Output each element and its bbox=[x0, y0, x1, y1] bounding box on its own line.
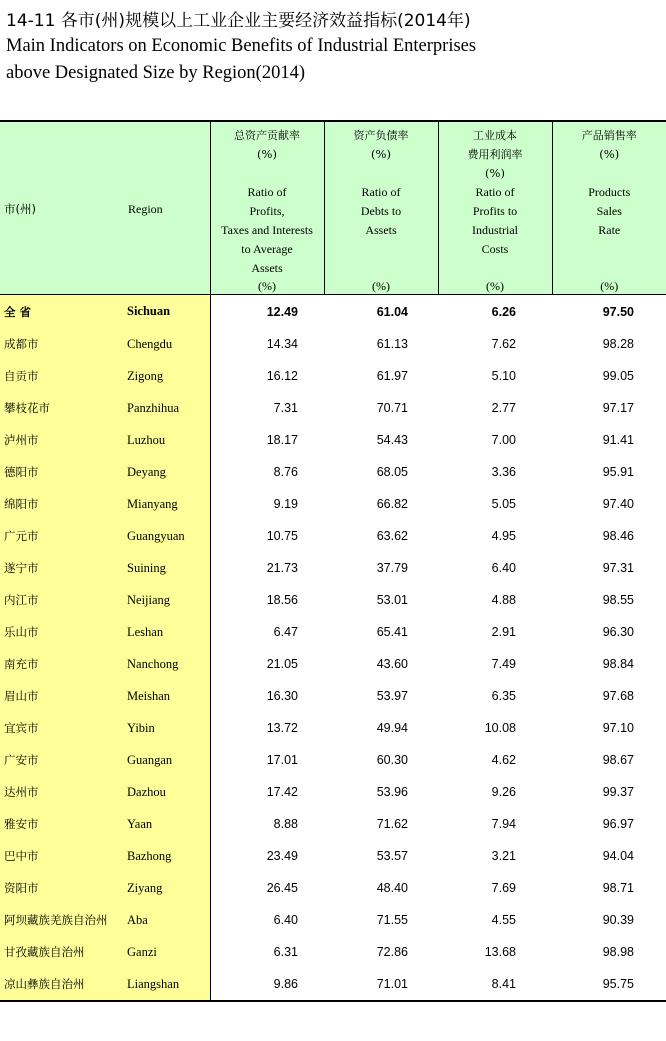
profit-tax-ratio-cell: 9.19 bbox=[273, 497, 298, 511]
cost-profit-ratio-cell: 8.41 bbox=[491, 977, 516, 991]
profit-tax-ratio-cell: 9.86 bbox=[273, 977, 298, 991]
region-cn-cell: 广元市 bbox=[0, 520, 123, 552]
header-indicator-4: 产品销售率 (%) Products Sales Rate (%) bbox=[552, 121, 666, 295]
profit-tax-ratio-cell: 16.12 bbox=[266, 369, 298, 383]
debt-ratio-cell: 70.71 bbox=[376, 401, 408, 415]
sales-rate-cell: 94.04 bbox=[602, 849, 634, 863]
table-title-cn: 14-11 各市(州)规模以上工业企业主要经济效益指标(2014年) bbox=[6, 11, 471, 31]
debt-ratio-cell: 49.94 bbox=[376, 721, 408, 735]
profit-tax-ratio-cell: 6.40 bbox=[273, 913, 298, 927]
debt-ratio-cell: 48.40 bbox=[376, 881, 408, 895]
region-cn-cell: 自贡市 bbox=[0, 360, 123, 392]
profit-tax-ratio-cell: 6.31 bbox=[273, 945, 298, 959]
region-en-cell: Aba bbox=[123, 904, 210, 936]
region-cn-cell: 内江市 bbox=[0, 584, 123, 616]
region-en-cell: Neijiang bbox=[123, 584, 210, 616]
cost-profit-ratio-cell: 7.00 bbox=[491, 433, 516, 447]
debt-ratio-cell: 53.57 bbox=[376, 849, 408, 863]
region-en-cell: Yaan bbox=[123, 808, 210, 840]
cost-profit-ratio-cell: 6.35 bbox=[491, 689, 516, 703]
table-row bbox=[0, 584, 666, 616]
profit-tax-ratio-cell: 16.30 bbox=[266, 689, 298, 703]
profit-tax-ratio-cell: 14.34 bbox=[266, 337, 298, 351]
cost-profit-ratio-cell: 7.69 bbox=[491, 881, 516, 895]
debt-ratio-cell: 66.82 bbox=[376, 497, 408, 511]
region-en-cell: Ziyang bbox=[123, 872, 210, 904]
region-cn-cell: 达州市 bbox=[0, 776, 123, 808]
cost-profit-ratio-cell: 2.91 bbox=[491, 625, 516, 639]
table-row bbox=[0, 648, 666, 680]
region-en-cell: Panzhihua bbox=[123, 392, 210, 424]
table-row bbox=[0, 616, 666, 648]
cost-profit-ratio-cell: 6.40 bbox=[491, 561, 516, 575]
cost-profit-ratio-cell: 13.68 bbox=[484, 945, 516, 959]
region-cn-cell: 南充市 bbox=[0, 648, 123, 680]
cost-profit-ratio-cell: 7.62 bbox=[491, 337, 516, 351]
cost-profit-ratio-cell: 4.88 bbox=[491, 593, 516, 607]
table-row bbox=[0, 808, 666, 840]
profit-tax-ratio-cell: 8.76 bbox=[273, 465, 298, 479]
region-cn-cell: 成都市 bbox=[0, 328, 123, 360]
sales-rate-cell: 98.67 bbox=[602, 753, 634, 767]
region-en-cell: Sichuan bbox=[123, 295, 210, 329]
sales-rate-cell: 98.98 bbox=[602, 945, 634, 959]
header-indicator-1: 总资产贡献率 (%) Ratio of Profits, Taxes and Interests to Average Assets (%) bbox=[210, 121, 324, 295]
header-indicator-2: 资产负债率 (%) Ratio of Debts to Assets (%) bbox=[324, 121, 438, 295]
header-indicator-3: 工业成本 费用利润率 (%) Ratio of Profits to Industrial Costs (%) bbox=[438, 121, 552, 295]
debt-ratio-cell: 71.62 bbox=[376, 817, 408, 831]
region-cn-cell: 甘孜藏族自治州 bbox=[0, 936, 123, 968]
region-en-cell: Bazhong bbox=[123, 840, 210, 872]
region-en-cell: Zigong bbox=[123, 360, 210, 392]
debt-ratio-cell: 65.41 bbox=[376, 625, 408, 639]
cost-profit-ratio-cell: 10.08 bbox=[484, 721, 516, 735]
profit-tax-ratio-cell: 21.73 bbox=[266, 561, 298, 575]
region-cn-cell: 凉山彝族自治州 bbox=[0, 968, 123, 1001]
profit-tax-ratio-cell: 18.56 bbox=[266, 593, 298, 607]
region-en-cell: Mianyang bbox=[123, 488, 210, 520]
sales-rate-cell: 98.71 bbox=[602, 881, 634, 895]
table-row bbox=[0, 904, 666, 936]
sales-rate-cell: 98.28 bbox=[602, 337, 634, 351]
cost-profit-ratio-cell: 4.62 bbox=[491, 753, 516, 767]
indicators-table bbox=[0, 120, 666, 1002]
profit-tax-ratio-cell: 13.72 bbox=[266, 721, 298, 735]
region-en-cell: Ganzi bbox=[123, 936, 210, 968]
header-region-cn: 市(州) bbox=[0, 121, 123, 295]
debt-ratio-cell: 54.43 bbox=[376, 433, 408, 447]
cost-profit-ratio-cell: 3.36 bbox=[491, 465, 516, 479]
table-row bbox=[0, 680, 666, 712]
cost-profit-ratio-cell: 2.77 bbox=[491, 401, 516, 415]
table-row bbox=[0, 392, 666, 424]
sales-rate-cell: 97.40 bbox=[602, 497, 634, 511]
cost-profit-ratio-cell: 6.26 bbox=[491, 304, 516, 319]
region-en-cell: Guangan bbox=[123, 744, 210, 776]
sales-rate-cell: 99.37 bbox=[602, 785, 634, 799]
region-cn-cell: 雅安市 bbox=[0, 808, 123, 840]
table-row bbox=[0, 520, 666, 552]
header-row bbox=[0, 121, 666, 295]
profit-tax-ratio-cell: 17.01 bbox=[266, 753, 298, 767]
region-en-cell: Guangyuan bbox=[123, 520, 210, 552]
debt-ratio-cell: 53.96 bbox=[376, 785, 408, 799]
cost-profit-ratio-cell: 4.95 bbox=[491, 529, 516, 543]
region-cn-cell: 巴中市 bbox=[0, 840, 123, 872]
sales-rate-cell: 97.17 bbox=[602, 401, 634, 415]
region-cn-cell: 德阳市 bbox=[0, 456, 123, 488]
region-cn-cell: 泸州市 bbox=[0, 424, 123, 456]
sales-rate-cell: 96.97 bbox=[602, 817, 634, 831]
region-cn-cell: 攀枝花市 bbox=[0, 392, 123, 424]
profit-tax-ratio-cell: 12.49 bbox=[266, 304, 298, 319]
region-cn-cell: 广安市 bbox=[0, 744, 123, 776]
debt-ratio-cell: 53.01 bbox=[376, 593, 408, 607]
region-en-cell: Yibin bbox=[123, 712, 210, 744]
sales-rate-cell: 98.84 bbox=[602, 657, 634, 671]
sales-rate-cell: 97.50 bbox=[602, 304, 634, 319]
header-region-en: Region bbox=[123, 121, 210, 295]
table-row-total bbox=[0, 295, 666, 329]
sales-rate-cell: 90.39 bbox=[602, 913, 634, 927]
table-row bbox=[0, 744, 666, 776]
table-row bbox=[0, 488, 666, 520]
table-row bbox=[0, 360, 666, 392]
region-en-cell: Leshan bbox=[123, 616, 210, 648]
region-en-cell: Luzhou bbox=[123, 424, 210, 456]
cost-profit-ratio-cell: 9.26 bbox=[491, 785, 516, 799]
region-en-cell: Chengdu bbox=[123, 328, 210, 360]
debt-ratio-cell: 71.01 bbox=[376, 977, 408, 991]
table-row bbox=[0, 712, 666, 744]
table-row bbox=[0, 424, 666, 456]
region-en-cell: Nanchong bbox=[123, 648, 210, 680]
region-cn-cell: 眉山市 bbox=[0, 680, 123, 712]
region-en-cell: Liangshan bbox=[123, 968, 210, 1001]
region-cn-cell: 全 省 bbox=[0, 295, 123, 329]
cost-profit-ratio-cell: 7.94 bbox=[491, 817, 516, 831]
sales-rate-cell: 97.31 bbox=[602, 561, 634, 575]
debt-ratio-cell: 53.97 bbox=[376, 689, 408, 703]
debt-ratio-cell: 37.79 bbox=[376, 561, 408, 575]
table-row bbox=[0, 456, 666, 488]
region-en-cell: Suining bbox=[123, 552, 210, 584]
region-en-cell: Deyang bbox=[123, 456, 210, 488]
debt-ratio-cell: 68.05 bbox=[376, 465, 408, 479]
sales-rate-cell: 95.91 bbox=[602, 465, 634, 479]
sales-rate-cell: 97.68 bbox=[602, 689, 634, 703]
table-row bbox=[0, 552, 666, 584]
profit-tax-ratio-cell: 23.49 bbox=[266, 849, 298, 863]
profit-tax-ratio-cell: 8.88 bbox=[273, 817, 298, 831]
region-cn-cell: 绵阳市 bbox=[0, 488, 123, 520]
table-row bbox=[0, 968, 666, 1001]
sales-rate-cell: 98.46 bbox=[602, 529, 634, 543]
table-row bbox=[0, 840, 666, 872]
profit-tax-ratio-cell: 6.47 bbox=[273, 625, 298, 639]
table-row bbox=[0, 872, 666, 904]
sales-rate-cell: 91.41 bbox=[602, 433, 634, 447]
table-title-en-line1: Main Indicators on Economic Benefits of Industrial Enterprises bbox=[6, 36, 477, 56]
cost-profit-ratio-cell: 5.05 bbox=[491, 497, 516, 511]
region-cn-cell: 阿坝藏族羌族自治州 bbox=[0, 904, 123, 936]
debt-ratio-cell: 61.04 bbox=[376, 304, 408, 319]
cost-profit-ratio-cell: 5.10 bbox=[491, 369, 516, 383]
debt-ratio-cell: 71.55 bbox=[376, 913, 408, 927]
sales-rate-cell: 96.30 bbox=[602, 625, 634, 639]
profit-tax-ratio-cell: 26.45 bbox=[266, 881, 298, 895]
region-cn-cell: 宜宾市 bbox=[0, 712, 123, 744]
debt-ratio-cell: 61.97 bbox=[376, 369, 408, 383]
debt-ratio-cell: 43.60 bbox=[376, 657, 408, 671]
profit-tax-ratio-cell: 17.42 bbox=[266, 785, 298, 799]
table-row bbox=[0, 936, 666, 968]
region-en-cell: Meishan bbox=[123, 680, 210, 712]
profit-tax-ratio-cell: 18.17 bbox=[266, 433, 298, 447]
region-en-cell: Dazhou bbox=[123, 776, 210, 808]
debt-ratio-cell: 63.62 bbox=[376, 529, 408, 543]
profit-tax-ratio-cell: 7.31 bbox=[273, 401, 298, 415]
region-cn-cell: 乐山市 bbox=[0, 616, 123, 648]
cost-profit-ratio-cell: 7.49 bbox=[491, 657, 516, 671]
cost-profit-ratio-cell: 3.21 bbox=[491, 849, 516, 863]
sales-rate-cell: 98.55 bbox=[602, 593, 634, 607]
table-row bbox=[0, 328, 666, 360]
cost-profit-ratio-cell: 4.55 bbox=[491, 913, 516, 927]
table-title-en-line2: above Designated Size by Region(2014) bbox=[6, 63, 306, 83]
debt-ratio-cell: 61.13 bbox=[376, 337, 408, 351]
region-cn-cell: 资阳市 bbox=[0, 872, 123, 904]
region-cn-cell: 遂宁市 bbox=[0, 552, 123, 584]
profit-tax-ratio-cell: 10.75 bbox=[266, 529, 298, 543]
table-row bbox=[0, 776, 666, 808]
debt-ratio-cell: 72.86 bbox=[376, 945, 408, 959]
sales-rate-cell: 95.75 bbox=[602, 977, 634, 991]
sales-rate-cell: 97.10 bbox=[602, 721, 634, 735]
debt-ratio-cell: 60.30 bbox=[376, 753, 408, 767]
profit-tax-ratio-cell: 21.05 bbox=[266, 657, 298, 671]
sales-rate-cell: 99.05 bbox=[602, 369, 634, 383]
table-body bbox=[0, 295, 666, 1002]
